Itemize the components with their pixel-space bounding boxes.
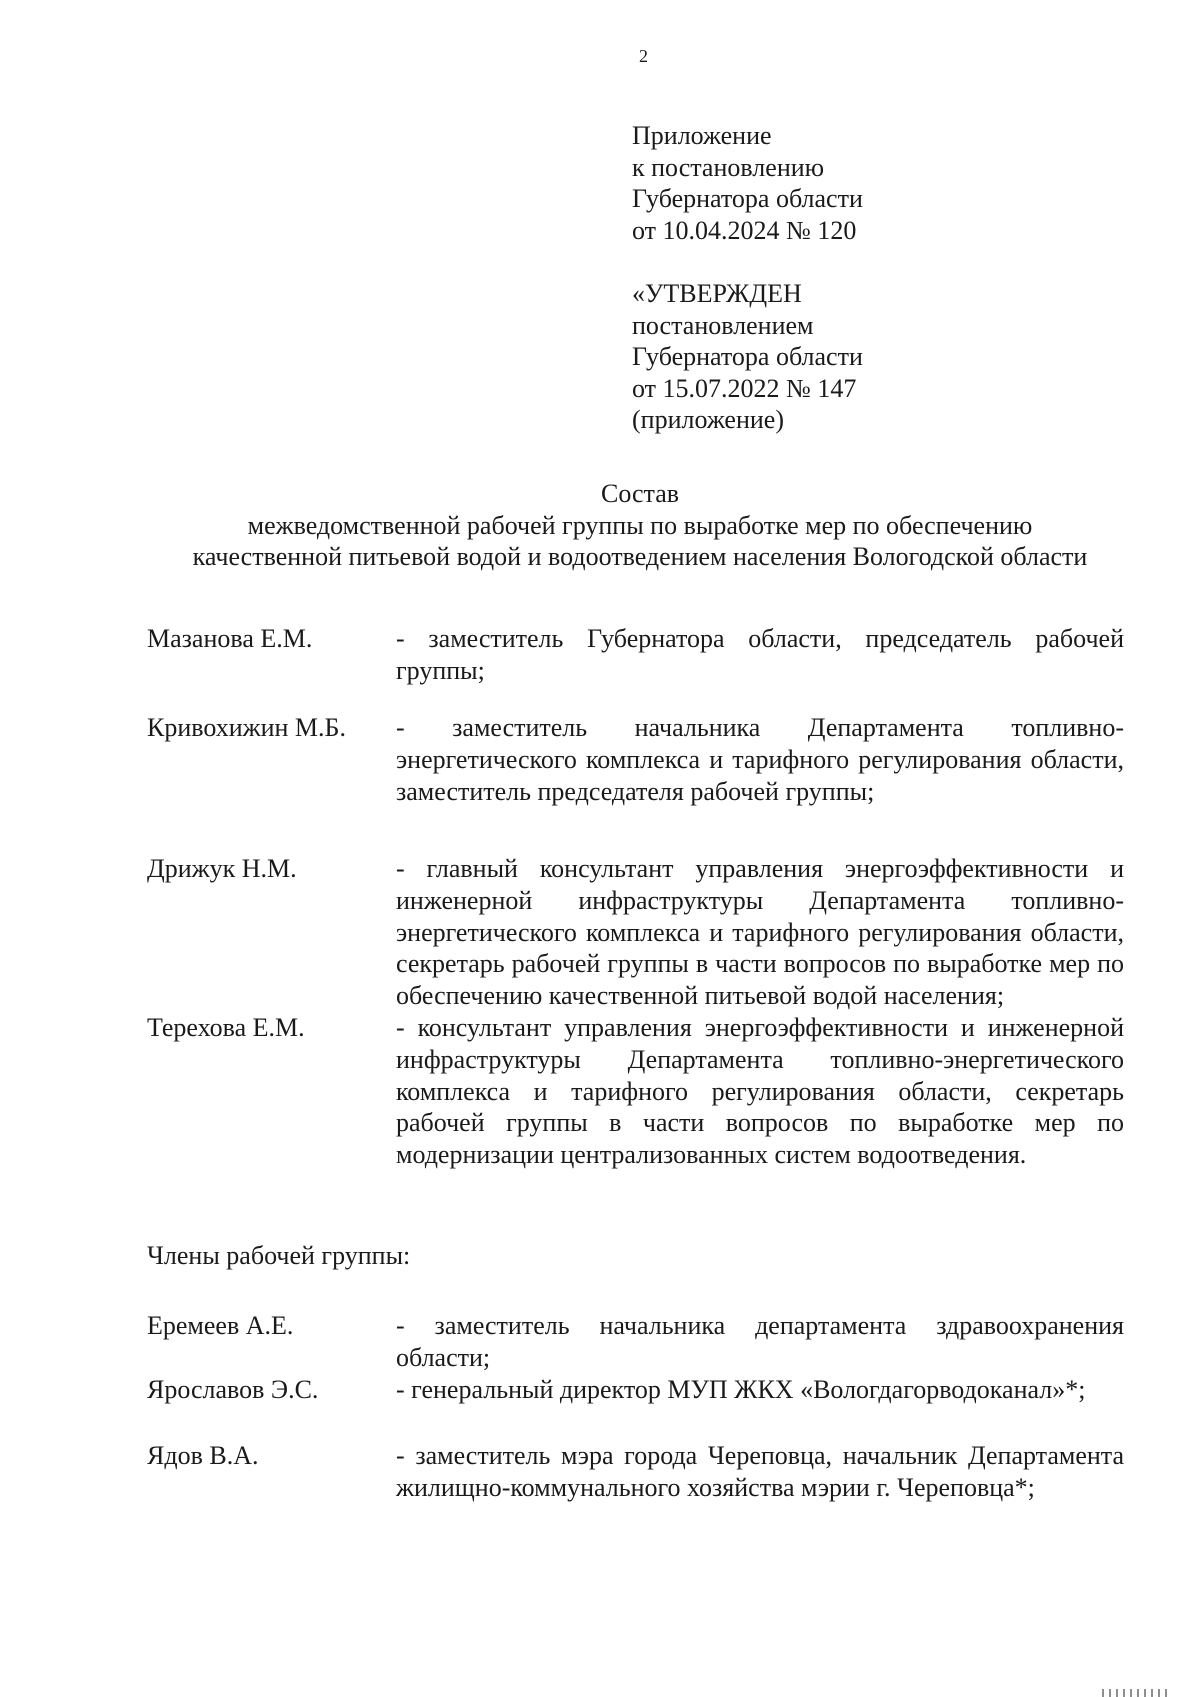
page-number: 2 bbox=[639, 46, 648, 66]
member-description: - заместитель Губернатора области, председатель рабочей группы; bbox=[396, 624, 1124, 685]
document-title bbox=[140, 478, 1140, 573]
title-line: качественной питьевой водой и водоотведением населения Вологодской области bbox=[192, 542, 1088, 571]
approved-line: Губернатора области bbox=[632, 342, 863, 371]
member-entry bbox=[147, 623, 1124, 687]
approved-line: от 15.07.2022 № 147 bbox=[632, 373, 857, 403]
approved-header bbox=[632, 278, 863, 436]
member-name: Ярославов Э.С. bbox=[147, 1375, 319, 1404]
approved-line: (приложение) bbox=[632, 405, 785, 434]
member-entry bbox=[147, 1310, 1124, 1374]
appendix-line: от 10.04.2024 № 120 bbox=[632, 215, 857, 245]
approved-line: постановлением bbox=[632, 310, 814, 340]
member-entry bbox=[147, 1440, 1124, 1504]
title-line: межведомственной рабочей группы по выработке мер по обеспечению bbox=[247, 510, 1033, 540]
appendix-line: Приложение bbox=[632, 121, 772, 150]
member-description: - главный консультант управления энергоэффективности и инженерной инфраструктуры Департамента топливно-энергетического комплекса и тарифного регулирования области, секретарь рабочей группы в части вопросов по выработке мер по обеспечению качественной питьевой водой населения; bbox=[396, 854, 1124, 1011]
member-name: Ядов В.А. bbox=[147, 1441, 259, 1470]
scan-artifact bbox=[1102, 1689, 1172, 1697]
member-entry bbox=[147, 1374, 1124, 1406]
member-entry bbox=[147, 1012, 1124, 1171]
member-entry bbox=[147, 712, 1124, 807]
member-description: - заместитель начальника департамента здравоохранения области; bbox=[396, 1311, 1124, 1372]
member-name: Мазанова Е.М. bbox=[147, 624, 313, 653]
approved-line: «УТВЕРЖДЕН bbox=[632, 279, 802, 308]
member-name: Еремеев А.Е. bbox=[147, 1311, 294, 1340]
member-name: Терехова Е.М. bbox=[147, 1013, 305, 1042]
members-heading: Члены рабочей группы: bbox=[147, 1241, 411, 1270]
title-line: Состав bbox=[600, 479, 680, 508]
member-name: Кривохижин М.Б. bbox=[147, 713, 346, 742]
appendix-line: Губернатора области bbox=[632, 184, 863, 213]
appendix-line: к постановлению bbox=[632, 152, 825, 182]
member-description: - генеральный директор МУП ЖКХ «Вологдагорводоканал»*; bbox=[396, 1375, 1086, 1404]
member-entry bbox=[147, 853, 1124, 1012]
member-name: Дрижук Н.М. bbox=[147, 854, 297, 883]
member-description: - заместитель начальника Департамента топливно-энергетического комплекса и тарифного регулирования области, заместитель председателя рабочей группы; bbox=[396, 713, 1124, 806]
appendix-header bbox=[632, 120, 863, 246]
member-description: - заместитель мэра города Череповца, начальник Департамента жилищно-коммунального хозяйства мэрии г. Череповца*; bbox=[396, 1441, 1124, 1502]
member-description: - консультант управления энергоэффективности и инженерной инфраструктуры Департамента топливно-энергетического комплекса и тарифного регулирования области, секретарь рабочей группы в части вопросов по выработке мер по модернизации централизованных систем водоотведения. bbox=[396, 1013, 1124, 1170]
